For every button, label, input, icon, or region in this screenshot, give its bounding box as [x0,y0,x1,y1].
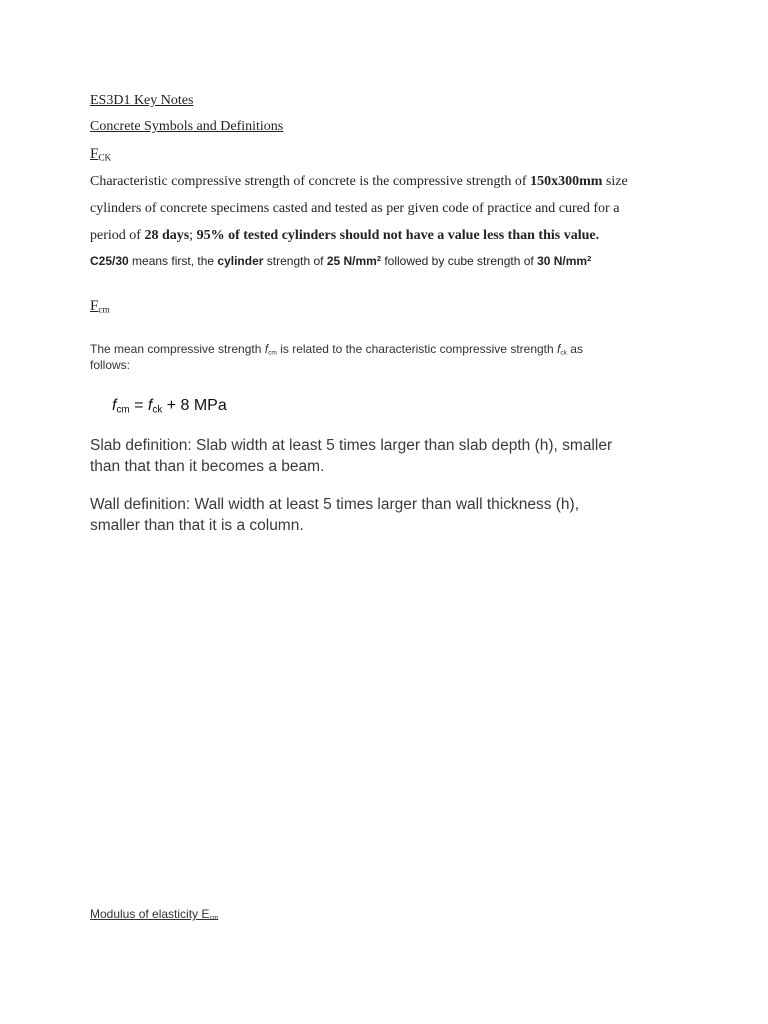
fck-text: ; [189,228,197,243]
c25-cylinder-value: 25 $N/mm^2$ [326,254,381,269]
c25-text: followed by cube strength of [380,254,538,269]
fck-text: size [602,174,628,189]
c25-class-bold: C25/30 [90,254,129,269]
wall-definition-line-1: Wall definition: Wall width at least 5 times larger than wall thickness (h), [90,496,580,513]
fck-heading [90,146,111,163]
fck-heading-sub: CK [98,153,112,164]
c25-text: strength of [263,254,327,269]
fck-definition-line-2: cylinders of concrete specimens casted and tested as per given code of practice and cured for a [90,201,620,216]
fck-heading-main: F [90,146,99,162]
document-title: ES3D1 Key Notes [90,93,194,108]
fcm-heading-sub: cm [98,305,110,316]
fcm-paragraph-line-2: follows: [90,358,131,372]
c25-explanation [90,254,591,268]
fcm-formula: $f_{cm} = f_{ck} + 8$ MPa [112,397,227,416]
wall-definition-line-2: smaller than that it is a column. [90,517,304,534]
c25-cube-value: 30 $N/mm^2$ [537,254,592,269]
fcm-paragraph-line-1: The mean compressive strength $f_{cm}$ is related to the characteristic compressive strength $f_{ck}$ as [90,342,583,357]
fck-days-bold: 28 days [144,228,190,243]
section-heading: Concrete Symbols and Definitions [90,119,284,134]
fck-percent-bold: 95% of tested cylinders should not have a value less than this value. [196,228,600,243]
c25-cylinder-bold: cylinder [217,254,264,269]
slab-definition-line-2: than that than it becomes a beam. [90,458,325,475]
modulus-heading: Modulus of elasticity $E_{cm}$ [90,907,219,922]
c25-text: means first, the [128,254,218,269]
slab-definition-line-1: Slab definition: Slab width at least 5 times larger than slab depth (h), smaller [90,437,613,454]
fck-text: Characteristic compressive strength of concrete is the compressive strength of [90,174,531,189]
fck-definition-line-3 [90,228,599,244]
fck-text: period of [90,228,145,243]
fck-definition-line-1 [90,174,628,190]
fcm-heading-main: F [90,298,99,314]
fcm-heading [90,298,110,315]
fck-size-bold: 150x300mm [530,174,603,189]
